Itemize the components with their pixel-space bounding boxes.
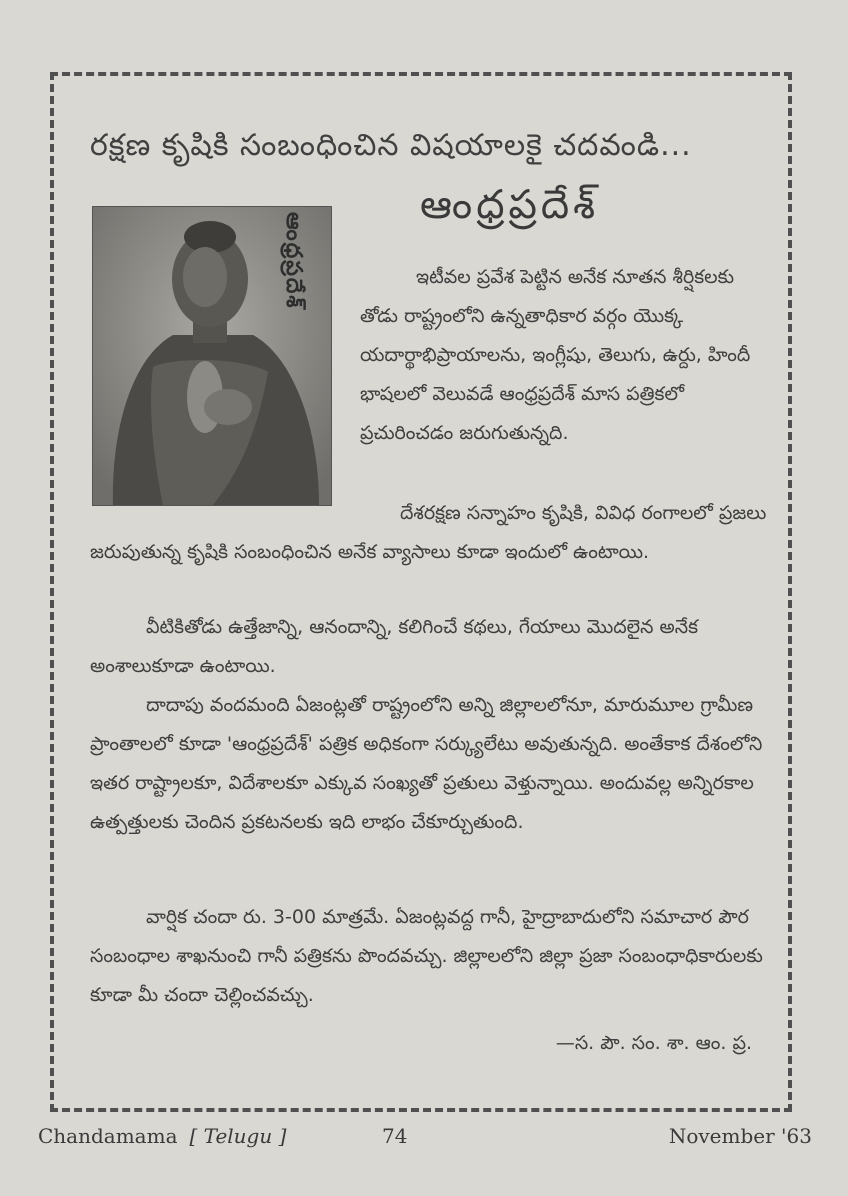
ad-title: ఆంధ్రప్రదేశ్	[420, 182, 600, 228]
magazine-name: Chandamama	[38, 1124, 178, 1148]
ad-paragraph-2: దేశరక్షణ సన్నాహం కృషికి, వివిధ రంగాలలో ప్రజలు జరుపుతున్న కృషికి సంబంధించిన అనేక వ్యాసాలు కూడా ఇందులో ఉంటాయి.	[90, 502, 767, 563]
magazine-language: [ Telugu ]	[189, 1124, 287, 1148]
issue-date: November '63	[668, 1124, 812, 1148]
ad-paragraph-5: వార్షిక చందా రు. 3-00 మాత్రమే. ఏజంట్లవద్ద గానీ, హైద్రాబాదులోని సమాచార పౌర సంబంధాల శాఖనుంచి గానీ పత్రికను పొందవచ్చు. జిల్లాలలోని జిల్లా ప్రజా సంబంధాధికారులకు కూడా మీ చందా చెల్లించవచ్చు.	[90, 906, 763, 1006]
ad-paragraph-4: దాదాపు వందమంది ఏజంట్లతో రాష్ట్రంలోని అన్ని జిల్లాలలోనూ, మారుమూల గ్రామీణ ప్రాంతాలలో కూడా 'ఆంధ్రప్రదేశ్' పత్రిక అధికంగా సర్క్యులేటు అవుతున్నది. అంతేకాక దేశంలోని ఇతర రాష్ట్రాలకూ, విదేశాలకూ ఎక్కువ సంఖ్యతో ప్రతులు వెళ్తున్నాయి. అందువల్ల అన్నిరకాల ఉత్పత్తులకు చెందిన ప్రకటనలకు ఇది లాభం చేకూర్చుతుంది.	[90, 694, 763, 833]
ad-paragraph-1: ఇటీవల ప్రవేశ పెట్టిన అనేక నూతన శీర్షికలకు తోడు రాష్ట్రంలోని ఉన్నతాధికార వర్గం యొక్క యదార్థాభిప్రాయాలను, ఇంగ్లీషు, తెలుగు, ఉర్దు, హిందీ భాషలలో వెలువడే ఆంధ్రప్రదేశ్ మాస పత్రికలో ప్రచురించడం జరుగుతున్నది.	[360, 266, 751, 444]
ad-paragraph-3: వీటికితోడు ఉత్తేజాన్ని, ఆనందాన్ని, కలిగించే కథలు, గేయాలు మొదలైన అనేక అంశాలుకూడా ఉంటాయి.	[90, 616, 698, 677]
footer-left	[38, 1124, 286, 1148]
ad-signature: —స. పౌ. సం. శా. ఆం. ప్ర.	[555, 1032, 752, 1054]
ad-headline: రక్షణ కృషికి సంబంధించిన విషయాలకై చదవండి...	[90, 128, 692, 163]
photo-masthead-text: ఆంధ్రప్రదేశ్	[281, 212, 306, 310]
page-number: 74	[382, 1124, 408, 1148]
